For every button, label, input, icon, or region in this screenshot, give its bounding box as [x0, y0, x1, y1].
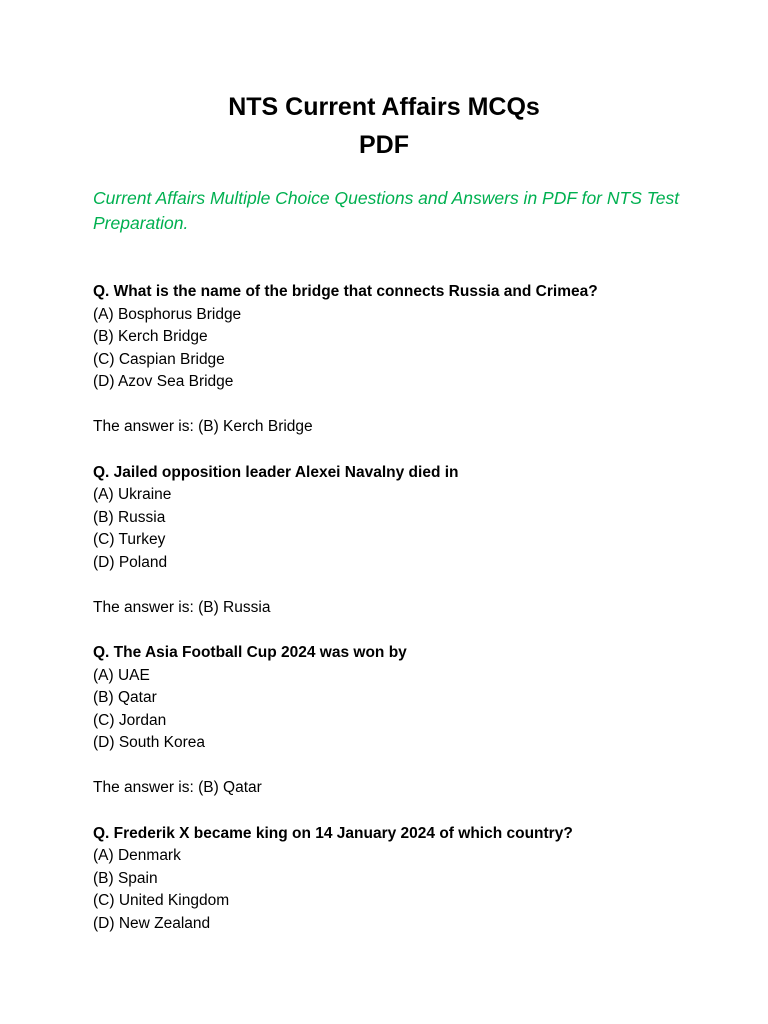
question-text: Q. What is the name of the bridge that connects Russia and Crimea? [93, 283, 598, 300]
option-d: (D) South Korea [93, 734, 205, 751]
answer-text: The answer is: (B) Russia [93, 598, 271, 616]
title-line-2: PDF [359, 131, 409, 159]
question-text: Q. Jailed opposition leader Alexei Navalny died in [93, 463, 459, 481]
option-a: (A) Denmark [93, 847, 181, 864]
option-b: (B) Spain [93, 869, 158, 887]
question-block [93, 462, 693, 620]
answer-text: The answer is: (B) Qatar [93, 779, 262, 796]
option-c: (C) United Kingdom [93, 892, 230, 909]
option-a: (A) Bosphorus Bridge [93, 305, 242, 323]
question-text: Q. The Asia Football Cup 2024 was won by [93, 644, 407, 661]
question-block [93, 642, 693, 800]
option-a: (A) Ukraine [93, 486, 172, 503]
option-b: (B) Kerch Bridge [93, 328, 208, 345]
question-block [93, 281, 693, 439]
option-d: (D) New Zealand [93, 914, 211, 932]
option-b: (B) Qatar [93, 689, 157, 706]
document-page [93, 88, 693, 935]
option-b: (B) Russia [93, 508, 166, 526]
option-c: (C) Caspian Bridge [93, 350, 225, 368]
option-c: (C) Turkey [93, 531, 166, 548]
intro-text: Current Affairs Multiple Choice Questions and Answers in PDF for NTS Test Preparation. [93, 188, 680, 233]
option-d: (D) Azov Sea Bridge [93, 373, 234, 390]
title-line-1: NTS Current Affairs MCQs [228, 93, 540, 121]
question-text: Q. Frederik X became king on 14 January 2024 of which country? [93, 824, 573, 842]
option-d: (D) Poland [93, 553, 168, 571]
answer-text: The answer is: (B) Kerch Bridge [93, 418, 313, 435]
option-a: (A) UAE [93, 666, 150, 684]
document-title [93, 88, 675, 164]
option-c: (C) Jordan [93, 711, 167, 729]
question-block [93, 823, 693, 936]
